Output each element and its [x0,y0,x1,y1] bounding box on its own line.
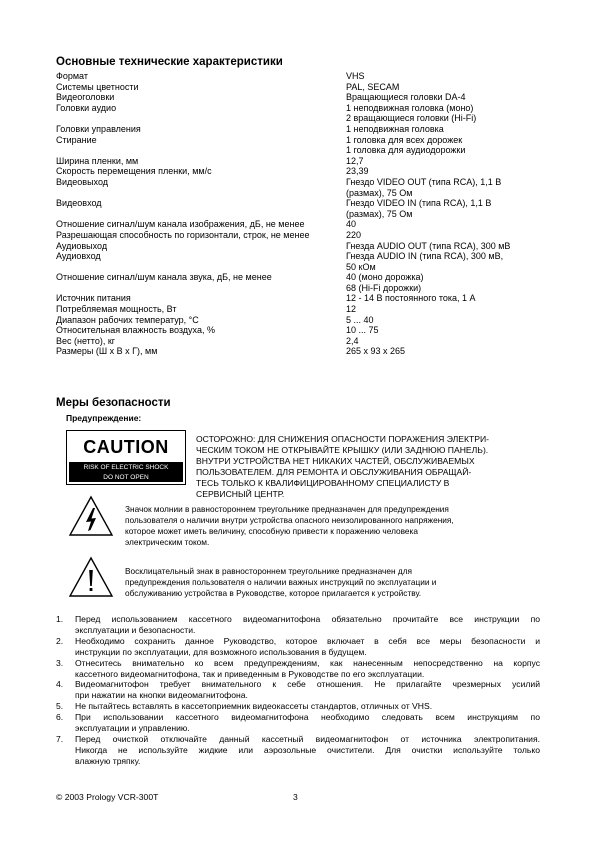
spec-label: Отношение сигнал/шум канала звука, дБ, не менее [56,272,272,283]
spec-label: Видеовыход [56,176,109,187]
caution-line-1: RISK OF ELECTRIC SHOCK [83,464,169,471]
spec-value [346,92,556,103]
spec-label: Системы цветности [56,81,139,92]
spec-label: Размеры (Ш x В x Г), мм [56,346,158,357]
list-item-line: эксплуатации и управлению. [75,723,190,734]
specs-heading: Основные технические характеристики [56,56,283,68]
list-item [56,701,540,712]
spec-value [346,156,556,167]
spec-value [346,325,556,336]
list-item-line: влажную тряпку. [75,755,141,766]
spec-label: Формат [56,71,88,81]
spec-value-line: VHS [346,71,365,81]
spec-value-line: 1 головка для аудиодорожки [346,145,466,156]
spec-value-line: 12 - 14 В постоянного тока, 1 А [346,293,476,304]
list-item-body [75,636,540,658]
caution-title: CAUTION [83,437,169,457]
spec-value-line: 40 (моно дорожка) [346,272,424,283]
spec-value-line: Вращающиеся головки DA-4 [346,92,466,103]
spec-row [56,325,556,336]
spec-value-line: 2,4 [346,335,359,346]
spec-value-line: 12 [346,304,357,315]
lightning-symbol-text [125,504,454,548]
spec-row [56,272,556,293]
list-item-body [75,701,540,712]
list-item-line: Отнеситесь внимательно ко всем предупреждениям, как нанесенным непосредственно на корпус [75,657,540,668]
spec-value-line: 5 ... 40 [346,314,374,325]
lightning-text-line: Значок молнии в равностороннем треугольнике предназначен для предупреждения [125,504,449,514]
exclamation-text-line: обслуживанию устройства в Руководстве, которое прилагается к устройству. [125,588,422,598]
list-item-line: Необходимо сохранить данное Руководство, которое включает в себя все меры безопасности и [75,635,540,646]
safety-heading: Меры безопасности [56,397,171,409]
spec-value-line: 40 [346,219,357,230]
list-item [56,614,540,636]
caution-text-line: ОСТОРОЖНО: ДЛЯ СНИЖЕНИЯ ОПАСНОСТИ ПОРАЖЕНИЯ ЭЛЕКТРИ- [196,434,489,444]
spec-value [346,336,556,347]
list-item [56,679,540,701]
list-item-line: эксплуатации и безопасности. [75,624,196,635]
list-item-number: 4. [56,679,64,690]
spec-value-line: 68 (Hi-Fi дорожки) [346,282,422,293]
spec-value [346,198,556,219]
caution-text [196,434,544,500]
spec-value-line: 50 кОм [346,261,376,272]
exclamation-triangle-icon [68,556,114,598]
spec-value-line: 1 неподвижная головка [346,123,444,134]
caution-text-line: ТЕСЬ ТОЛЬКО К КВАЛИФИЦИРОВАННОМУ СПЕЦИАЛИСТУ В [196,478,450,488]
spec-value-line: 265 x 93 x 265 [346,346,406,357]
spec-label: Диапазон рабочих температур, °C [56,314,199,325]
spec-row [56,177,556,198]
page-number: 3 [293,792,298,802]
spec-value-line: 23,39 [346,166,369,177]
spec-row [56,346,556,357]
list-item-body [75,712,540,734]
caution-text-line: ЧЕСКИМ ТОКОМ НЕ ОТКРЫВАЙТЕ КРЫШКУ (ИЛИ ЗАДНЮЮ ПАНЕЛЬ). [196,445,489,455]
spec-value [346,135,556,156]
caution-text-line: ВНУТРИ УСТРОЙСТВА НЕТ НИКАКИХ ЧАСТЕЙ, ОБСЛУЖИВАЕМЫХ [196,456,475,466]
spec-value-line: 2 вращающиеся головки (Hi-Fi) [346,113,477,124]
spec-label: Отношение сигнал/шум канала изображения, дБ, не менее [56,219,305,230]
list-item-number: 7. [56,733,64,744]
spec-value-line: 12,7 [346,155,364,166]
spec-row [56,71,556,82]
spec-value [346,241,556,252]
spec-label: Аудиовход [56,251,101,262]
spec-row [56,198,556,219]
spec-label: Головки аудио [56,102,117,113]
spec-value [346,124,556,135]
spec-value [346,219,556,230]
spec-value [346,82,556,93]
list-item-body [75,734,540,767]
caution-label-image [66,430,186,485]
spec-value-line: Гнездо VIDEO IN (типа RCA), 1,1 В [346,198,492,209]
list-item-number: 5. [56,701,64,712]
exclamation-text-line: Восклицательный знак в равностороннем треугольнике предназначен для [125,566,413,576]
spec-value [346,71,556,82]
spec-value-line: 1 неподвижная головка (моно) [346,102,474,113]
spec-label: Потребляемая мощность, Вт [56,304,177,315]
spec-value-line: Гнезда AUDIO IN (типа RCA), 300 мВ, [346,251,504,262]
exclamation-text-line: предупреждения пользователя о наличии важных инструкций по эксплуатации и [125,577,437,587]
spec-label: Видеовход [56,198,102,209]
list-item-number: 2. [56,635,64,646]
spec-label: Видеоголовки [56,92,115,103]
list-item-line: Перед использованием кассетного видеомагнитофона обязательно прочитайте все инструкции по [75,614,540,624]
spec-row [56,92,556,103]
spec-row [56,124,556,135]
caution-line-2: DO NOT OPEN [103,473,149,481]
spec-label: Ширина пленки, мм [56,155,139,166]
spec-label: Головки управления [56,123,141,134]
list-item-line: кассетного видеомагнитофона, так и приведенным в Руководстве по его эксплуатации. [75,668,425,679]
spec-value [346,177,556,198]
list-item-number: 6. [56,712,64,723]
list-item-line: инструкции по эксплуатации, для возможного использования в будущем. [75,646,367,657]
spec-value [346,272,556,293]
list-item [56,658,540,680]
list-item-body [75,679,540,701]
safety-instructions-list [56,614,540,767]
spec-label: Вес (нетто), кг [56,335,116,346]
spec-row [56,315,556,326]
spec-row [56,241,556,252]
list-item-body [75,614,540,636]
list-item [56,734,540,767]
caution-band [69,462,183,482]
footer-copyright: © 2003 Prology VCR-300T [56,792,159,802]
spec-value-line: 1 головка для всех дорожек [346,134,463,145]
spec-value-line: Гнезда AUDIO OUT (типа RCA), 300 мВ [346,240,511,251]
spec-label: Относительная влажность воздуха, % [56,325,215,336]
spec-row [56,135,556,156]
spec-label: Скорость перемещения пленки, мм/с [56,166,212,177]
list-item-line: Перед очисткой отключайте данный кассетный видеомагнитофон от источника электропитания. [75,733,540,744]
spec-value [346,251,556,272]
spec-value [346,166,556,177]
exclamation-symbol-text [125,566,436,599]
list-item-number: 3. [56,657,64,668]
list-item-line: При использовании кассетного видеомагнитофона необходимо следовать всем инструкциям по [75,712,540,723]
list-item-line: Видеомагнитофон требует внимательного к себе отношения. Не прилагайте чрезмерных усилий [75,679,540,690]
spec-row [56,103,556,124]
list-item-line: при нажатии на кнопки видеомагнитофона. [75,690,248,701]
caution-text-line: ПОЛЬЗОВАТЕЛЕМ. ДЛЯ РЕМОНТА И ОБСЛУЖИВАНИЯ ОБРАЩАЙ- [196,467,472,477]
spec-value-line: (размах), 75 Ом [346,208,413,219]
spec-row [56,304,556,315]
list-item-line: Никогда не используйте жидкие или аэрозольные очистители. Для очистки используйте только [75,744,540,755]
spec-label: Разрешающая способность по горизонтали, строк, не менее [56,229,310,240]
spec-row [56,82,556,93]
spec-value [346,315,556,326]
caution-text-line: СЕРВИСНЫЙ ЦЕНТР. [196,489,285,499]
spec-value [346,304,556,315]
spec-row [56,251,556,272]
spec-row [56,336,556,347]
spec-value [346,103,556,124]
spec-value [346,293,556,304]
spec-value-line: 220 [346,229,362,240]
spec-label: Аудиовыход [56,240,108,251]
spec-value [346,230,556,241]
spec-row [56,166,556,177]
lightning-triangle-icon [68,495,114,537]
lightning-text-line: пользователя о наличии внутри устройства опасного неизолированного напряжения, [125,515,454,525]
lightning-text-line: которое может иметь величину, способную привести к поражению человека [125,526,418,536]
spec-label: Стирание [56,134,97,145]
spec-row [56,230,556,241]
spec-value-line: 10 ... 75 [346,325,379,336]
list-item-number: 1. [56,614,64,624]
spec-value [346,346,556,357]
list-item [56,636,540,658]
spec-row [56,156,556,167]
spec-value-line: PAL, SECAM [346,81,400,92]
list-item-line: Не пытайтесь вставлять в кассетоприемник видеокассеты стандартов, отличных от VHS. [75,701,433,712]
spec-row [56,293,556,304]
spec-row [56,219,556,230]
spec-label: Источник питания [56,293,131,304]
spec-value-line: Гнездо VIDEO OUT (типа RCA), 1,1 В [346,176,502,187]
warning-label: Предупреждение: [66,413,142,423]
spec-value-line: (размах), 75 Ом [346,187,413,198]
lightning-text-line: электрическим током. [125,537,210,547]
list-item [56,712,540,734]
list-item-body [75,658,540,680]
specs-table [56,71,556,357]
